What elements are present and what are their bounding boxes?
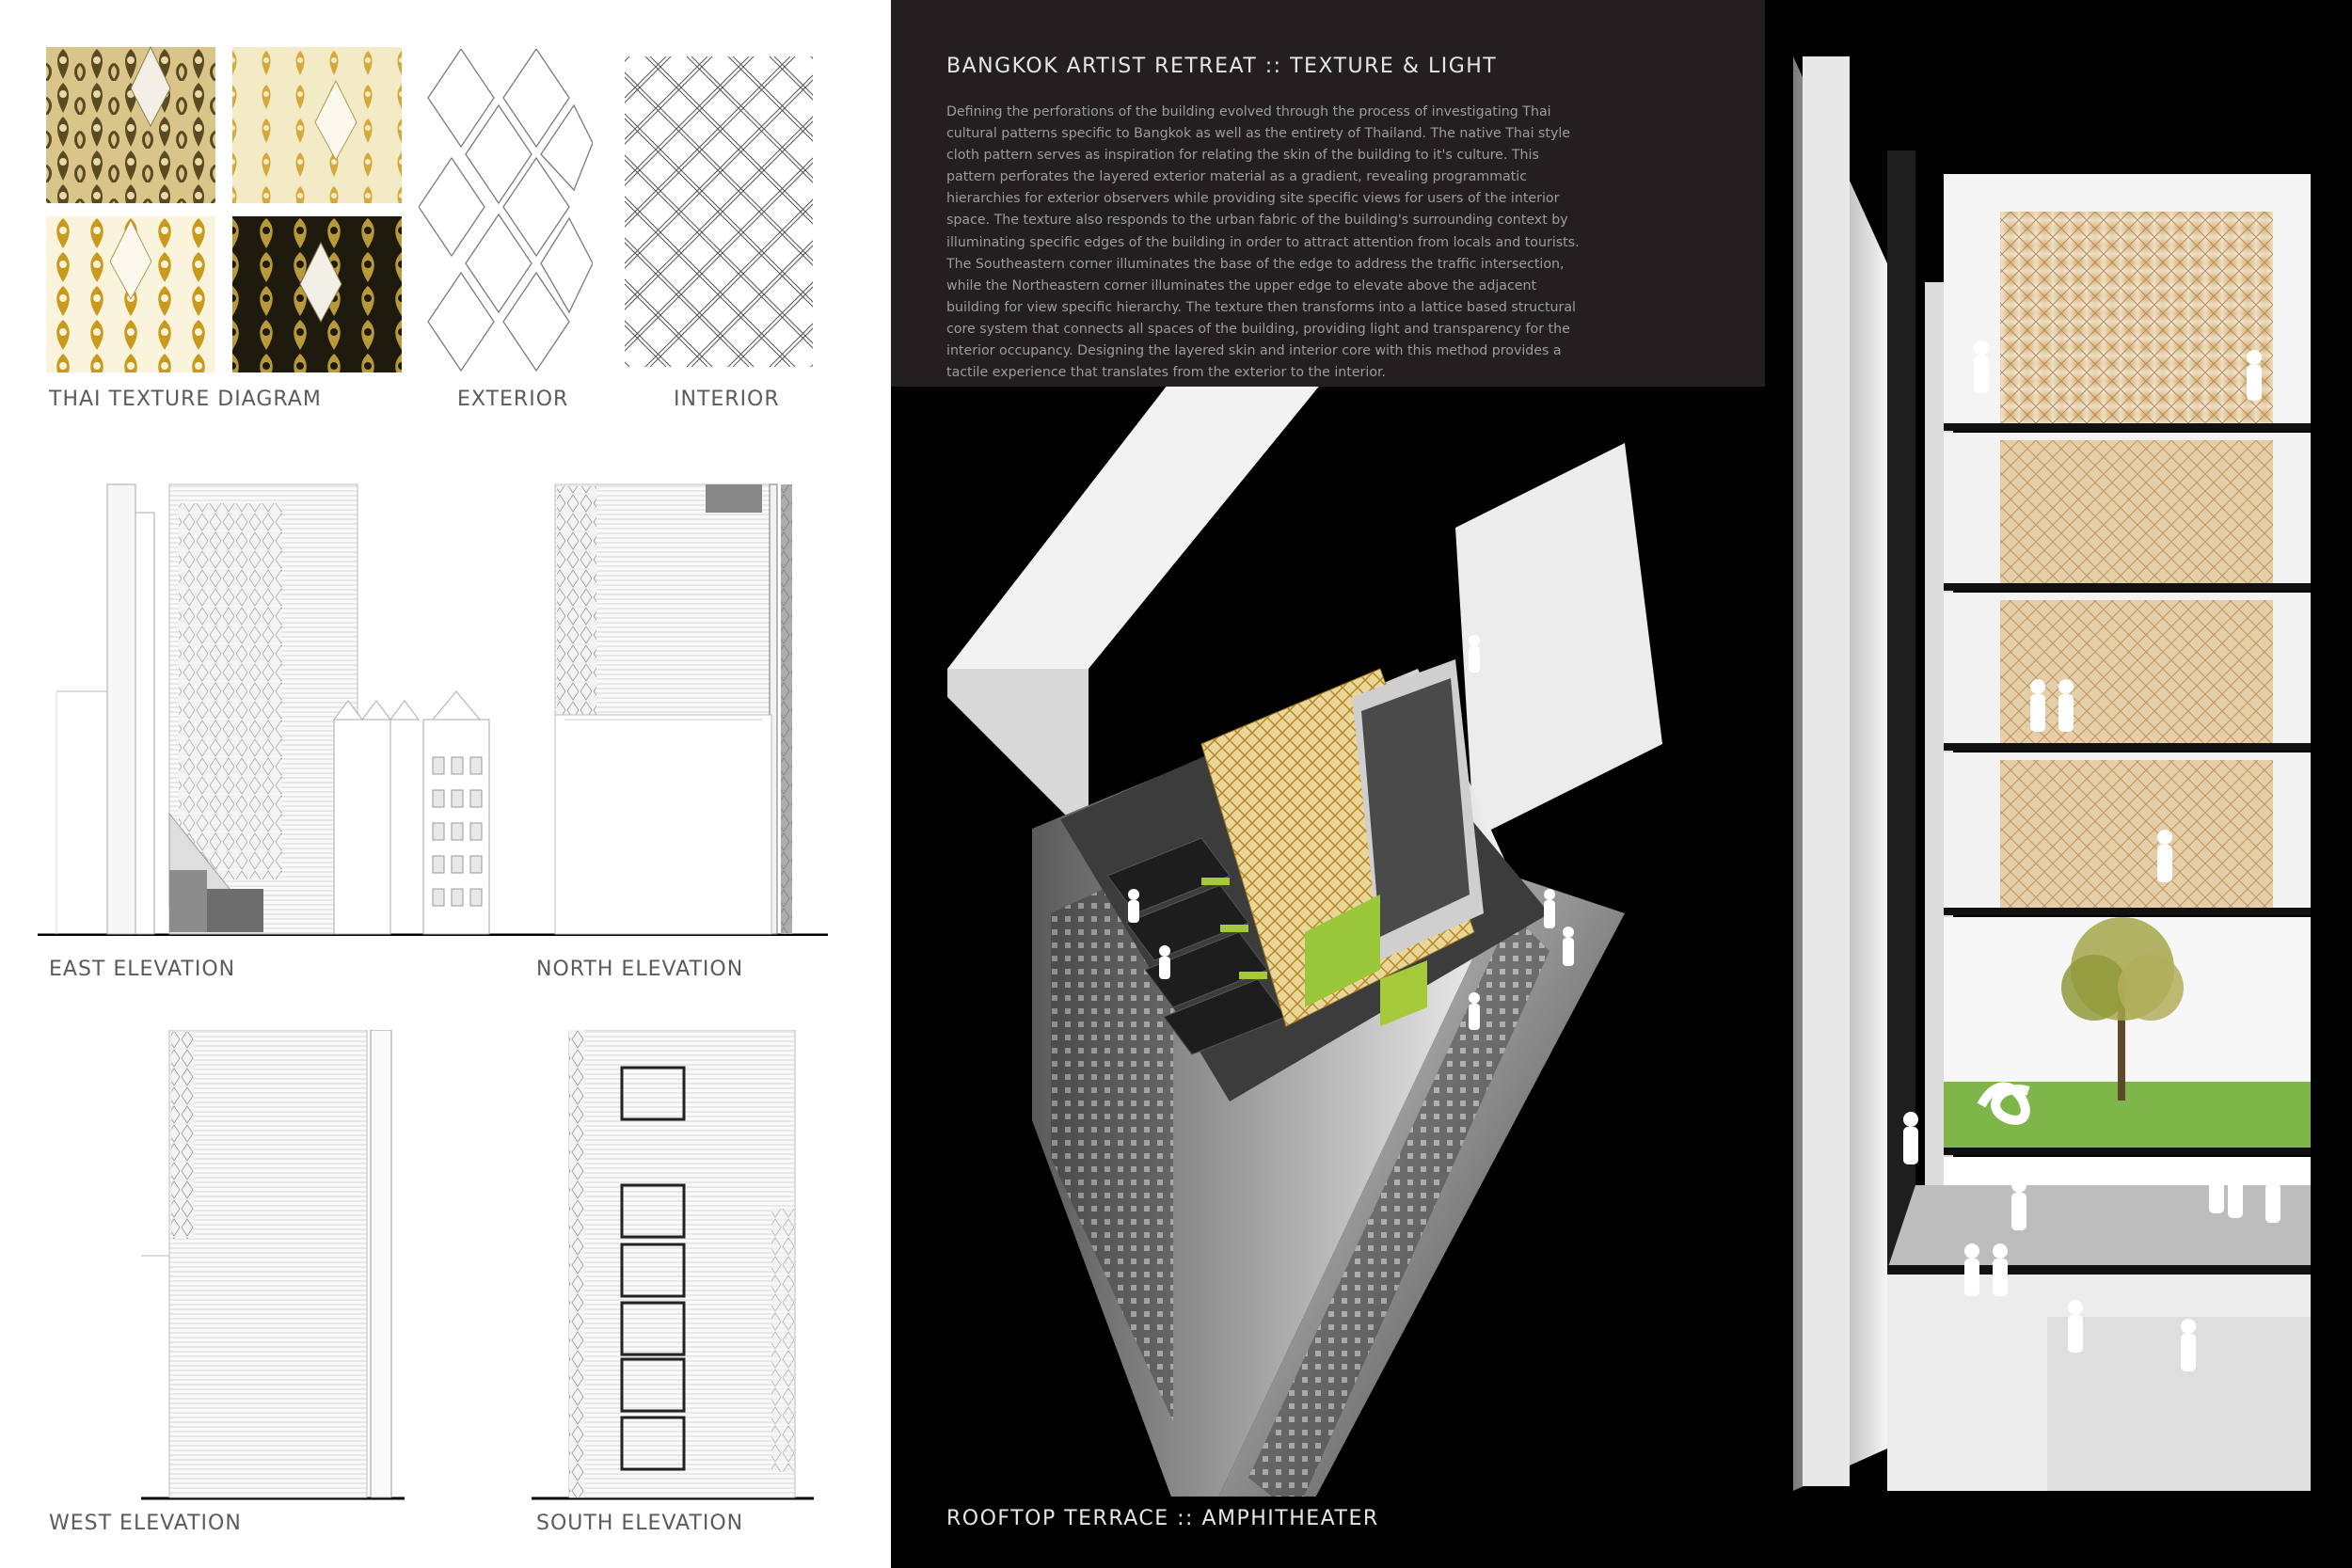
thai-texture-diagram-label: THAI TEXTURE DIAGRAM [49,388,322,411]
rooftop-caption: ROOFTOP TERRACE :: AMPHITHEATER [946,1507,1379,1530]
south-elevation-drawing [532,1030,814,1500]
north-elevation-label: NORTH ELEVATION [536,958,744,981]
building-section-render [1765,0,2352,1568]
interior-label: INTERIOR [674,388,780,411]
rooftop-amphitheater-render [891,387,1765,1497]
east-elevation-label: EAST ELEVATION [49,958,236,981]
south-elevation-label: SOUTH ELEVATION [536,1512,744,1535]
west-elevation-drawing [141,1030,405,1500]
panel-title: BANGKOK ARTIST RETREAT :: TEXTURE & LIGHT [946,55,1498,78]
rooftop-panel [891,0,1765,1568]
west-elevation-label: WEST ELEVATION [49,1512,242,1535]
thai-texture-swatches [46,47,404,372]
section-panel [1765,0,2352,1568]
north-elevation-drawing [527,475,828,936]
exterior-label: EXTERIOR [457,388,569,411]
interior-pattern-diagram [625,56,813,367]
east-elevation-drawing [38,475,532,936]
exterior-pattern-diagram [419,49,593,378]
description-block [891,0,1765,387]
description-text: Defining the perforations of the building evolved through the process of investigating Thai cultural patterns specific to Bangkok as well as the entirety of Thailand. The native Thai style cloth pattern serves as inspiration for relating the skin of the building to it's culture. This pattern perforates the layered exterior material as a gradient, revealing programmatic hierarchies for exterior observers while providing site specific views for users of the interior space. The texture also responds to the urban fabric of the building's surrounding context by illuminating specific edges of the building in order to attract attention from locals and tourists. The Southeastern corner illuminates the base of the edge to address the traffic intersection, while the Northeastern corner illuminates the upper edge to elevate above the adjacent building for view specific hierarchy. The texture then transforms into a lattice based structural core system that connects all spaces of the building, providing light and transparency for the interior occupancy. Designing the layered skin and interior core with this method provides a tactile experience that translates from the exterior to the interior. [946,104,1580,381]
